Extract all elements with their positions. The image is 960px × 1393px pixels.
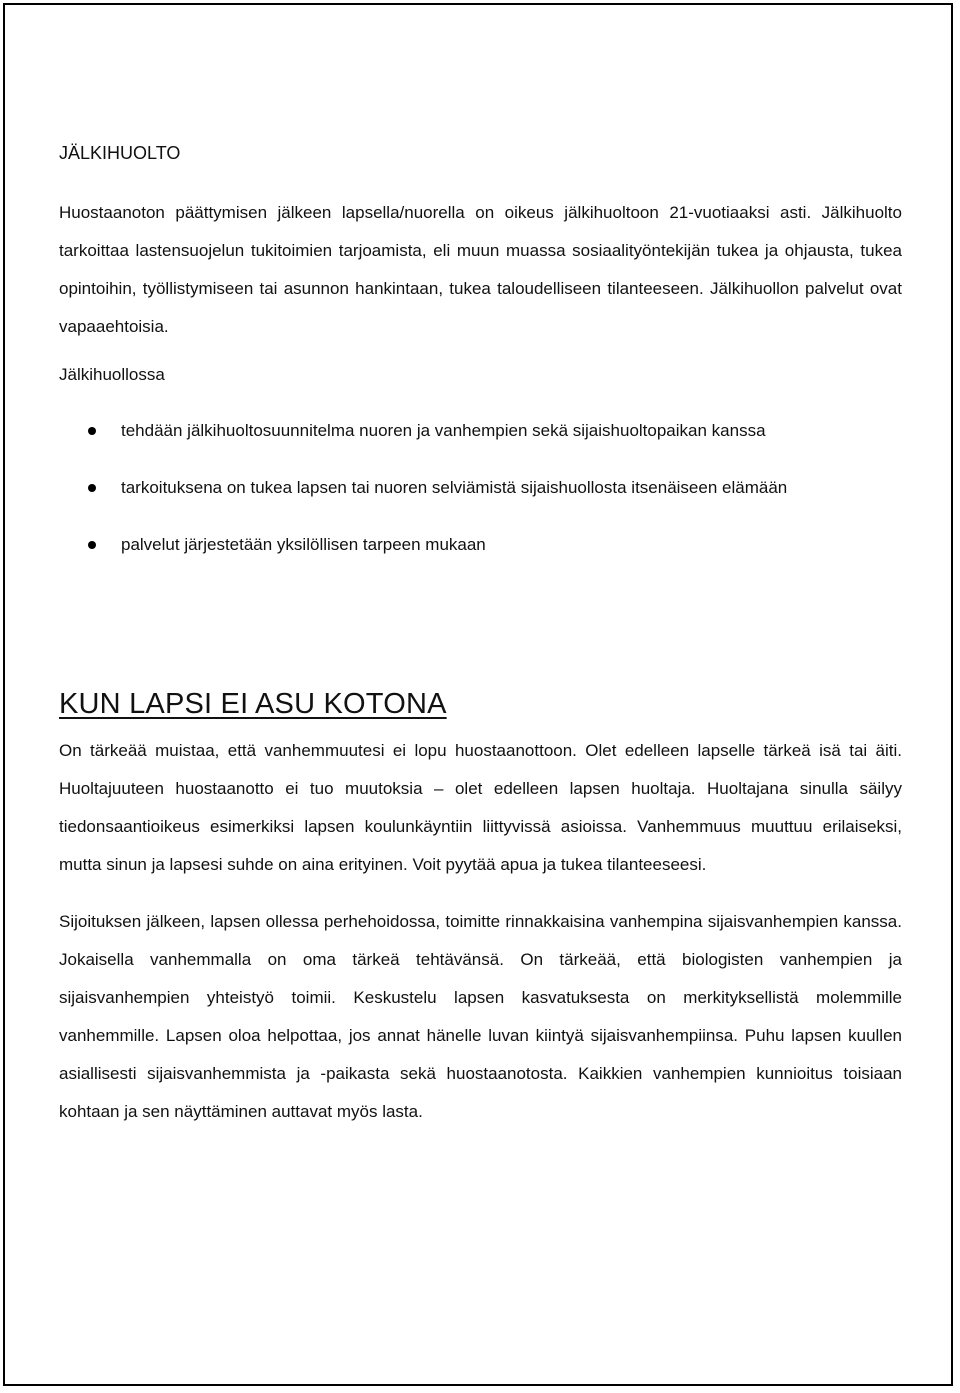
sijoitus-paragraph: Sijoituksen jälkeen, lapsen ollessa perhehoidossa, toimitte rinnakkaisina vanhempina sijaisvanhempien kanssa. Jokaisella vanhemmalla on oma tärkeä tehtävänsä. On tärkeää, että biologisten vanhempien ja sijaisvanhempien yhteistyö toimii. Keskustelu lapsen kasvatuksesta on merkityksellistä molemmille vanhemmille. Lapsen oloa helpottaa, jos annat hänelle luvan kiintyä sijaisvanhempiinsa. Puhu lapsen kuullen asiallisesti sijaisvanhemmista ja -paikasta sekä huostaanotosta. Kaikkien vanhempien kunnioitus toisiaan kohtaan ja sen näyttäminen auttavat myös lasta.	[59, 912, 902, 1121]
list-item	[59, 469, 902, 507]
list-item-text: tarkoituksena on tukea lapsen tai nuoren selviämistä sijaishuollosta itsenäiseen elämään	[121, 478, 788, 497]
list-item-text: palvelut järjestetään yksilöllisen tarpeen mukaan	[121, 535, 486, 554]
list-intro: Jälkihuollossa	[59, 365, 165, 384]
section-heading-kun-lapsi-ei-asu-kotona: KUN LAPSI EI ASU KOTONA	[59, 688, 447, 720]
list-item	[59, 412, 902, 450]
bullet-list	[59, 412, 902, 564]
bullet-icon	[88, 427, 96, 435]
section-heading-jalkihuolto: JÄLKIHUOLTO	[59, 143, 181, 163]
list-item-text: tehdään jälkihuoltosuunnitelma nuoren ja vanhempien sekä sijaishuoltopaikan kanssa	[121, 421, 766, 440]
list-item	[59, 526, 902, 564]
bullet-icon	[88, 541, 96, 549]
vanhemmuus-paragraph: On tärkeää muistaa, että vanhemmuutesi ei lopu huostaanottoon. Olet edelleen lapselle tärkeä isä tai äiti. Huoltajuuteen huostaanotto ei tuo muutoksia – olet edelleen lapsen huoltaja. Huoltajana sinulla säilyy tiedonsaantioikeus esimerkiksi lapsen koulunkäyntiin liittyvissä asioissa. Vanhemmuus muuttuu erilaiseksi, mutta sinun ja lapsesi suhde on aina erityinen. Voit pyytää apua ja tukea tilanteeseesi.	[59, 741, 902, 874]
bullet-icon	[88, 484, 96, 492]
jalkihuolto-paragraph: Huostaanoton päättymisen jälkeen lapsella/nuorella on oikeus jälkihuoltoon 21-vuotiaaksi asti. Jälkihuolto tarkoittaa lastensuojelun tukitoimien tarjoamista, eli muun muassa sosiaalityöntekijän tukea ja ohjausta, tukea opintoihin, työllistymiseen tai asunnon hankintaan, tukea taloudelliseen tilanteeseen. Jälkihuollon palvelut ovat vapaaehtoisia.	[59, 203, 902, 336]
document-body	[59, 138, 902, 1131]
